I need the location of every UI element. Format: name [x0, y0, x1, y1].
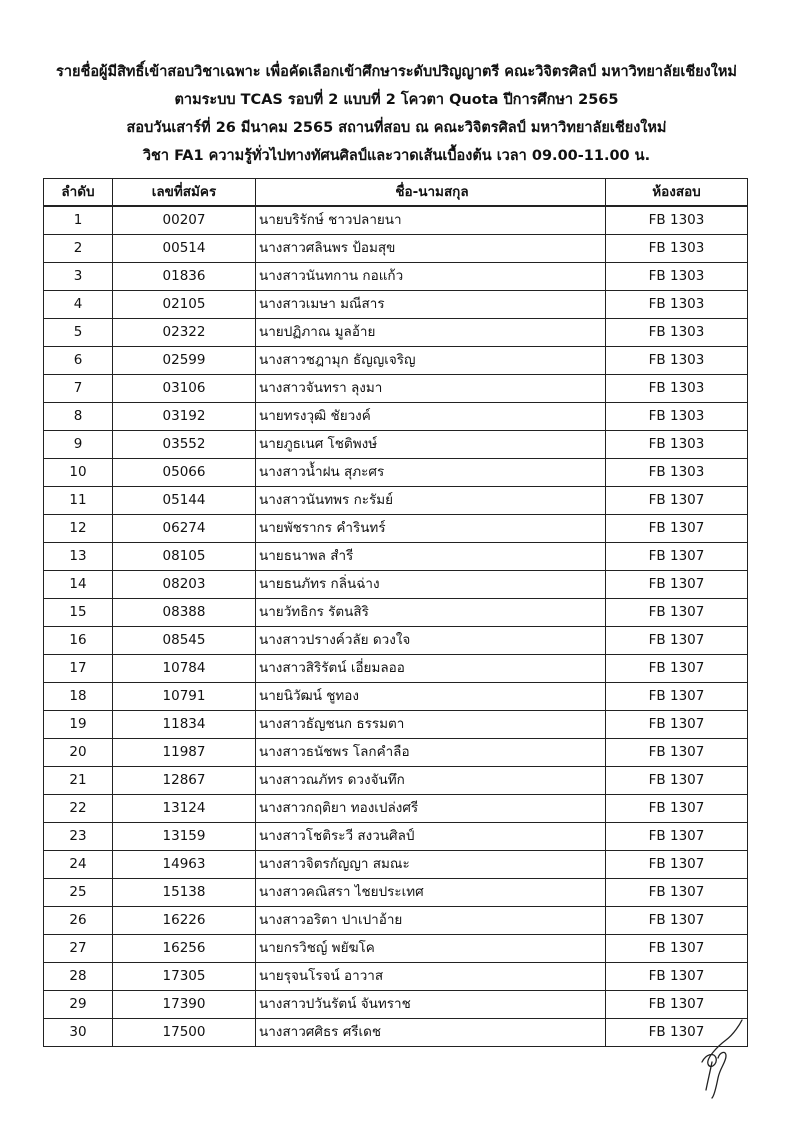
cell-name: นางสาวณภัทร ดวงจันทึก — [256, 767, 606, 795]
cell-room: FB 1303 — [606, 431, 748, 459]
cell-application-no: 17390 — [113, 991, 256, 1019]
cell-no: 13 — [44, 543, 113, 571]
table-row — [44, 515, 748, 543]
cell-room: FB 1307 — [606, 599, 748, 627]
cell-name: นางสาวปวันรัตน์ จันทราช — [256, 991, 606, 1019]
cell-room: FB 1307 — [606, 711, 748, 739]
cell-name: นายบริรักษ์ ชาวปลายนา — [256, 206, 606, 235]
cell-room: FB 1307 — [606, 571, 748, 599]
cell-application-no: 05144 — [113, 487, 256, 515]
cell-application-no: 00514 — [113, 235, 256, 263]
table-row — [44, 739, 748, 767]
cell-room: FB 1303 — [606, 347, 748, 375]
cell-no: 15 — [44, 599, 113, 627]
cell-application-no: 11987 — [113, 739, 256, 767]
cell-application-no: 08105 — [113, 543, 256, 571]
signature-mark — [696, 1018, 746, 1100]
cell-no: 5 — [44, 319, 113, 347]
cell-no: 10 — [44, 459, 113, 487]
cell-room: FB 1307 — [606, 935, 748, 963]
cell-room: FB 1307 — [606, 627, 748, 655]
cell-application-no: 06274 — [113, 515, 256, 543]
cell-name: นางสาวนันทกาน กอแก้ว — [256, 263, 606, 291]
cell-application-no: 14963 — [113, 851, 256, 879]
cell-name: นายธนาพล สำรี — [256, 543, 606, 571]
table-row — [44, 823, 748, 851]
cell-application-no: 16256 — [113, 935, 256, 963]
cell-room: FB 1303 — [606, 235, 748, 263]
table-row — [44, 599, 748, 627]
cell-name: นางสาวนันทพร กะรัมย์ — [256, 487, 606, 515]
cell-room: FB 1303 — [606, 375, 748, 403]
cell-name: นายธนภัทร กลิ่นฉ่าง — [256, 571, 606, 599]
cell-no: 14 — [44, 571, 113, 599]
header-application-no: เลขที่สมัคร — [113, 179, 256, 207]
cell-application-no: 02322 — [113, 319, 256, 347]
table-row — [44, 459, 748, 487]
table-row — [44, 711, 748, 739]
cell-no: 3 — [44, 263, 113, 291]
cell-room: FB 1307 — [606, 739, 748, 767]
cell-application-no: 08545 — [113, 627, 256, 655]
cell-no: 16 — [44, 627, 113, 655]
cell-application-no: 02599 — [113, 347, 256, 375]
cell-no: 2 — [44, 235, 113, 263]
document-header — [0, 58, 793, 170]
cell-name: นายวัทธิกร รัตนสิริ — [256, 599, 606, 627]
table-row — [44, 375, 748, 403]
cell-no: 7 — [44, 375, 113, 403]
cell-name: นายปฏิภาณ มูลอ้าย — [256, 319, 606, 347]
table-row — [44, 543, 748, 571]
cell-no: 12 — [44, 515, 113, 543]
cell-application-no: 11834 — [113, 711, 256, 739]
header-room: ห้องสอบ — [606, 179, 748, 207]
table-row — [44, 263, 748, 291]
cell-name: นางสาวศลินพร ป้อมสุข — [256, 235, 606, 263]
title-line-1: รายชื่อผู้มีสิทธิ์เข้าสอบวิชาเฉพาะ เพื่อคัดเลือกเข้าศึกษาระดับปริญญาตรี คณะวิจิตรศิลป์ มหาวิทยาลัยเชียงใหม่ — [56, 64, 737, 80]
table-row — [44, 627, 748, 655]
title-line-3: สอบวันเสาร์ที่ 26 มีนาคม 2565 สถานที่สอบ ณ คณะวิจิตรศิลป์ มหาวิทยาลัยเชียงใหม่ — [126, 120, 667, 136]
cell-application-no: 03552 — [113, 431, 256, 459]
cell-room: FB 1307 — [606, 515, 748, 543]
cell-room: FB 1307 — [606, 487, 748, 515]
cell-room: FB 1303 — [606, 403, 748, 431]
cell-no: 1 — [44, 206, 113, 235]
cell-name: นางสาวเมษา มณีสาร — [256, 291, 606, 319]
cell-no: 30 — [44, 1019, 113, 1047]
cell-application-no: 01836 — [113, 263, 256, 291]
table-row — [44, 291, 748, 319]
cell-no: 25 — [44, 879, 113, 907]
cell-room: FB 1307 — [606, 823, 748, 851]
cell-no: 6 — [44, 347, 113, 375]
table-row — [44, 487, 748, 515]
cell-application-no: 08203 — [113, 571, 256, 599]
table-body — [44, 206, 748, 1047]
cell-name: นางสาวสิริรัตน์ เอี่ยมลออ — [256, 655, 606, 683]
cell-room: FB 1303 — [606, 206, 748, 235]
header-name: ชื่อ-นามสกุล — [256, 179, 606, 207]
cell-name: นายพัชรากร คำรินทร์ — [256, 515, 606, 543]
table-row — [44, 206, 748, 235]
cell-room: FB 1307 — [606, 907, 748, 935]
table-row — [44, 655, 748, 683]
cell-room: FB 1307 — [606, 879, 748, 907]
cell-application-no: 13124 — [113, 795, 256, 823]
cell-room: FB 1307 — [606, 543, 748, 571]
cell-name: นางสาวโชติระวี สงวนศิลป์ — [256, 823, 606, 851]
table-row — [44, 235, 748, 263]
cell-application-no: 03106 — [113, 375, 256, 403]
table-row — [44, 571, 748, 599]
cell-name: นายรุจนโรจน์ อาวาส — [256, 963, 606, 991]
cell-no: 11 — [44, 487, 113, 515]
cell-room: FB 1303 — [606, 263, 748, 291]
table-row — [44, 851, 748, 879]
cell-name: นางสาวชฎามุก ธัญญเจริญ — [256, 347, 606, 375]
table-header-row — [44, 179, 748, 207]
cell-application-no: 08388 — [113, 599, 256, 627]
table-row — [44, 683, 748, 711]
cell-no: 18 — [44, 683, 113, 711]
cell-no: 19 — [44, 711, 113, 739]
cell-room: FB 1307 — [606, 683, 748, 711]
cell-application-no: 02105 — [113, 291, 256, 319]
cell-room: FB 1307 — [606, 1019, 748, 1047]
cell-application-no: 16226 — [113, 907, 256, 935]
cell-name: นางสาวจิตรกัญญา สมณะ — [256, 851, 606, 879]
cell-room: FB 1307 — [606, 655, 748, 683]
cell-name: นายกรวิชญ์ พยัฆโค — [256, 935, 606, 963]
cell-room: FB 1303 — [606, 459, 748, 487]
cell-room: FB 1307 — [606, 767, 748, 795]
cell-no: 4 — [44, 291, 113, 319]
table-row — [44, 431, 748, 459]
table-row — [44, 991, 748, 1019]
cell-no: 20 — [44, 739, 113, 767]
cell-name: นางสาวศศิธร ศรีเดช — [256, 1019, 606, 1047]
header-no: ลำดับ — [44, 179, 113, 207]
cell-no: 8 — [44, 403, 113, 431]
cell-name: นายทรงวุฒิ ชัยวงค์ — [256, 403, 606, 431]
cell-no: 28 — [44, 963, 113, 991]
cell-no: 9 — [44, 431, 113, 459]
title-line-2: ตามระบบ TCAS รอบที่ 2 แบบที่ 2 โควตา Quota ปีการศึกษา 2565 — [174, 92, 619, 108]
cell-application-no: 03192 — [113, 403, 256, 431]
cell-name: นางสาวธนัชพร โลกคำลือ — [256, 739, 606, 767]
cell-no: 29 — [44, 991, 113, 1019]
table-row — [44, 1019, 748, 1047]
cell-name: นางสาวธัญชนก ธรรมตา — [256, 711, 606, 739]
cell-application-no: 10784 — [113, 655, 256, 683]
cell-application-no: 05066 — [113, 459, 256, 487]
table-row — [44, 935, 748, 963]
table-row — [44, 907, 748, 935]
cell-name: นายนิวัฒน์ ชูทอง — [256, 683, 606, 711]
cell-no: 26 — [44, 907, 113, 935]
cell-room: FB 1307 — [606, 963, 748, 991]
cell-name: นางสาวคณิสรา ไชยประเทศ — [256, 879, 606, 907]
cell-room: FB 1307 — [606, 991, 748, 1019]
cell-room: FB 1303 — [606, 319, 748, 347]
table-row — [44, 319, 748, 347]
cell-room: FB 1307 — [606, 851, 748, 879]
cell-no: 23 — [44, 823, 113, 851]
cell-name: นางสาวจันทรา ลุงมา — [256, 375, 606, 403]
table-row — [44, 403, 748, 431]
table-row — [44, 963, 748, 991]
cell-application-no: 15138 — [113, 879, 256, 907]
cell-name: นายภูธเนศ โชติพงษ์ — [256, 431, 606, 459]
cell-application-no: 13159 — [113, 823, 256, 851]
cell-name: นางสาวน้ำฝน สุภะศร — [256, 459, 606, 487]
cell-application-no: 00207 — [113, 206, 256, 235]
cell-name: นางสาวกฤติยา ทองเปล่งศรี — [256, 795, 606, 823]
table-row — [44, 347, 748, 375]
cell-room: FB 1307 — [606, 795, 748, 823]
cell-application-no: 12867 — [113, 767, 256, 795]
cell-no: 17 — [44, 655, 113, 683]
cell-no: 27 — [44, 935, 113, 963]
cell-room: FB 1303 — [606, 291, 748, 319]
table-row — [44, 795, 748, 823]
cell-no: 22 — [44, 795, 113, 823]
cell-name: นางสาวอริตา ปาเปาอ้าย — [256, 907, 606, 935]
table-row — [44, 767, 748, 795]
cell-application-no: 10791 — [113, 683, 256, 711]
cell-name: นางสาวปรางค์วลัย ดวงใจ — [256, 627, 606, 655]
cell-no: 24 — [44, 851, 113, 879]
cell-application-no: 17500 — [113, 1019, 256, 1047]
title-line-4: วิชา FA1 ความรู้ทั่วไปทางทัศนศิลป์และวาดเส้นเบื้องต้น เวลา 09.00-11.00 น. — [142, 148, 651, 164]
table-row — [44, 879, 748, 907]
cell-application-no: 17305 — [113, 963, 256, 991]
cell-no: 21 — [44, 767, 113, 795]
candidate-table — [43, 178, 748, 1047]
